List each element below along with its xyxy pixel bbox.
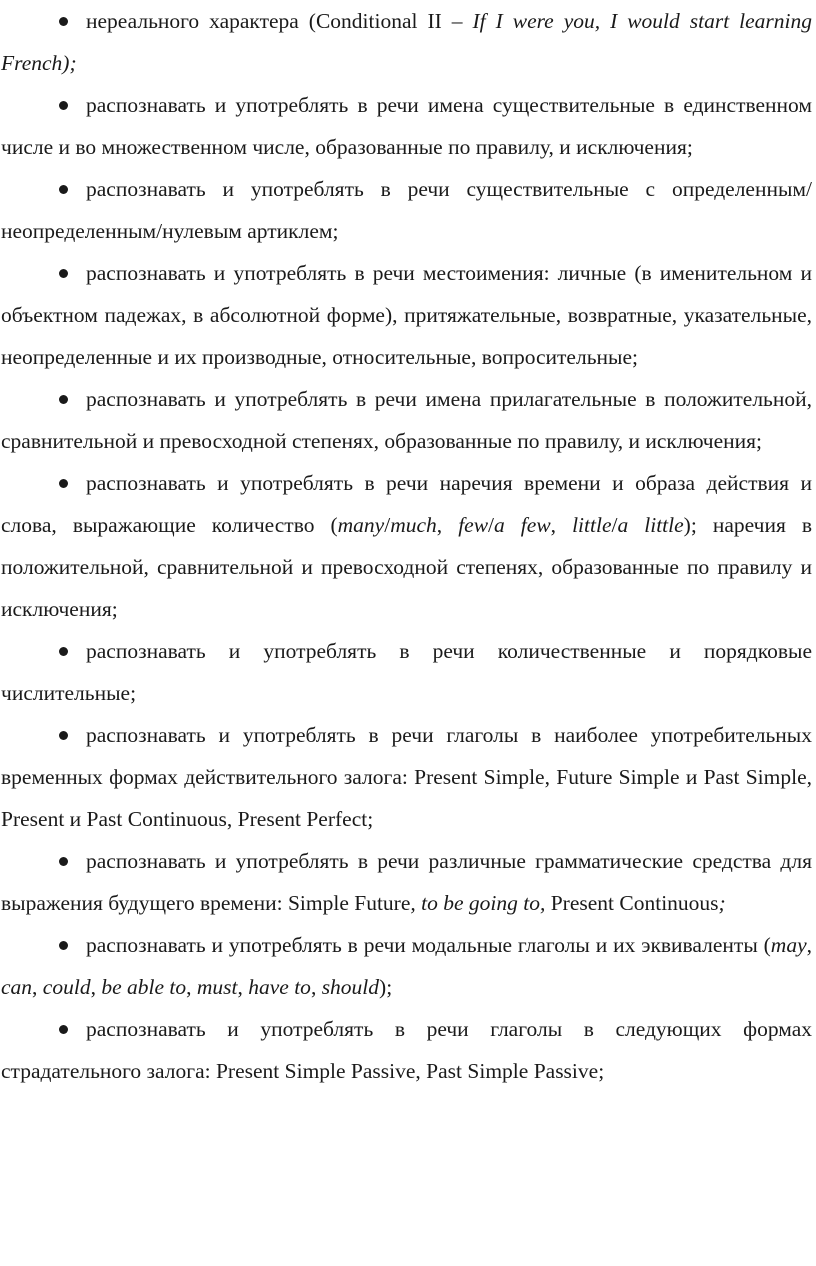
text-segment: ,: [186, 975, 197, 999]
list-item: [1, 924, 812, 1008]
italic-text: a little: [617, 513, 684, 537]
text-segment: ,: [550, 513, 573, 537]
list-item: [1, 1008, 812, 1092]
text-segment: распознавать и употреблять в речи имена прилагательные в положительной, сравнительной и превосходной степенях, образованные по правилу, и исключения;: [1, 387, 812, 453]
bullet-icon: [59, 0, 86, 42]
text-segment: распознавать и употреблять в речи наречия времени и образа действия и слова, выражающие количество (: [1, 471, 812, 537]
italic-text: must: [196, 975, 238, 999]
text-segment: ,: [806, 933, 812, 957]
italic-text: many: [337, 513, 385, 537]
list-item: [1, 0, 812, 84]
text-segment: ,: [310, 975, 322, 999]
text-segment: /: [384, 513, 391, 537]
text-segment: ); наречия в положительной, сравнительной и превосходной степенях, образованные по правилу и исключения;: [1, 513, 813, 621]
bullet-icon: [59, 630, 86, 672]
list-item: [1, 378, 812, 462]
text-segment: );: [379, 975, 393, 999]
italic-text: , to be going to,: [410, 891, 546, 915]
list-item: [1, 168, 812, 252]
list-item: [1, 630, 812, 714]
italic-text: much: [390, 513, 437, 537]
text-segment: /: [488, 513, 495, 537]
bullet-icon: [59, 924, 86, 966]
italic-text: should: [321, 975, 380, 999]
italic-text: If I were you, I would start learning French);: [1, 9, 813, 75]
italic-text: little: [572, 513, 612, 537]
bullet-icon: [59, 714, 86, 756]
text-segment: распознавать и употреблять в речи глаголы в следующих формах страдательного залога: Present Simple Passive, Past Simple Passive;: [1, 1017, 812, 1083]
italic-text: be able to: [101, 975, 187, 999]
text-segment: ,: [90, 975, 102, 999]
text-segment: распознавать и употреблять в речи местоимения: личные (в именительном и объектном падежах, в абсолютной форме), притяжательные, возвратные, указательные, неопределенные и их производные, относительные, вопросительные;: [1, 261, 812, 369]
text-segment: ,: [32, 975, 43, 999]
text-segment: распознавать и употреблять в речи существительные с определенным/ неопределенным/нулевым артиклем;: [1, 177, 812, 243]
text-segment: распознавать и употреблять в речи имена существительные в единственном числе и во множественном числе, образованные по правилу, и исключения;: [1, 93, 812, 159]
bullet-icon: [59, 462, 86, 504]
italic-text: few: [458, 513, 489, 537]
bullet-icon: [59, 252, 86, 294]
text-segment: распознавать и употреблять в речи различные грамматические средства для выражения будущего времени: Simple Future: [1, 849, 812, 915]
bullet-icon: [59, 378, 86, 420]
text-segment: распознавать и употреблять в речи количественные и порядковые числительные;: [1, 639, 812, 705]
list-item: [1, 462, 812, 630]
italic-text: ;: [718, 891, 726, 915]
italic-text: a few: [494, 513, 551, 537]
bullet-list: [1, 0, 812, 1092]
text-segment: распознавать и употреблять в речи глаголы в наиболее употребительных временных формах действительного залога: Present Simple, Future Simple и Past Simple, Present и Past Continuous, Present Perfect;: [1, 723, 812, 831]
bullet-icon: [59, 84, 86, 126]
text-segment: распознавать и употреблять в речи модальные глаголы и их эквиваленты (: [86, 933, 771, 957]
italic-text: could: [42, 975, 91, 999]
text-segment: ,: [237, 975, 249, 999]
text-segment: Present Continuous: [545, 891, 719, 915]
list-item: [1, 840, 812, 924]
list-item: [1, 84, 812, 168]
italic-text: can: [1, 975, 33, 999]
text-segment: ,: [436, 513, 459, 537]
text-segment: /: [611, 513, 618, 537]
list-item: [1, 252, 812, 378]
italic-text: have to: [248, 975, 311, 999]
bullet-icon: [59, 1008, 86, 1050]
bullet-icon: [59, 840, 86, 882]
text-segment: нереального характера (Conditional II –: [86, 9, 473, 33]
list-item: [1, 714, 812, 840]
bullet-icon: [59, 168, 86, 210]
italic-text: may: [770, 933, 807, 957]
